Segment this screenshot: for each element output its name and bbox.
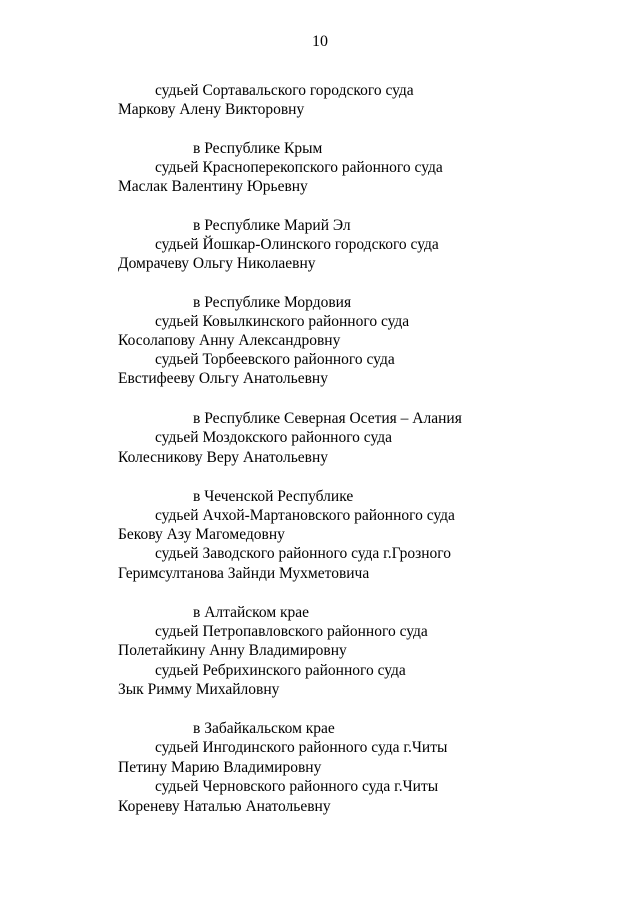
appointee-name: Зык Римму Михайловну: [118, 681, 280, 698]
court-line: судьей Моздокского районного суда: [155, 429, 393, 446]
region-heading: в Забайкальском крае: [193, 720, 335, 737]
appointee-name: Бекову Азу Магомедовну: [118, 526, 285, 543]
appointee-name: Маслак Валентину Юрьевну: [118, 178, 308, 195]
court-line: судьей Ачхой-Мартановского районного суда: [155, 507, 455, 524]
appointee-name: Геримсултанова Зайнди Мухметовича: [118, 565, 370, 582]
appointee-name: Полетайкину Анну Владимировну: [118, 642, 347, 659]
appointee-name: Косолапову Анну Александровну: [118, 332, 341, 349]
region-heading: в Республике Марий Эл: [193, 217, 351, 234]
court-line: судьей Красноперекопского районного суда: [155, 159, 443, 176]
court-line: судьей Петропавловского районного суда: [155, 623, 428, 640]
region-heading: в Республике Северная Осетия – Алания: [193, 410, 462, 427]
appointee-name: Колесникову Веру Анатольевну: [118, 449, 329, 466]
region-heading: в Чеченской Республике: [193, 488, 354, 505]
appointee-name: Петину Марию Владимировну: [118, 759, 322, 776]
court-line: судьей Сортавальского городского суда: [155, 82, 414, 99]
court-line: судьей Ковылкинского районного суда: [155, 313, 410, 330]
court-line: судьей Заводского районного суда г.Грозного: [155, 545, 452, 562]
court-line: судьей Ингодинского районного суда г.Читы: [155, 739, 448, 756]
court-line: судьей Торбеевского районного суда: [155, 351, 395, 368]
court-line: судьей Ребрихинского районного суда: [155, 662, 406, 679]
appointee-name: Маркову Алену Викторовну: [118, 101, 305, 118]
appointee-name: Кореневу Наталью Анатольевну: [118, 798, 331, 815]
region-heading: в Республике Мордовия: [193, 294, 352, 311]
region-heading: в Республике Крым: [193, 140, 323, 157]
appointee-name: Домрачеву Ольгу Николаевну: [118, 255, 316, 272]
appointee-name: Евстифееву Ольгу Анатольевну: [118, 370, 328, 387]
region-heading: в Алтайском крае: [193, 604, 310, 621]
court-line: судьей Черновского районного суда г.Читы: [155, 778, 439, 795]
court-line: судьей Йошкар-Олинского городского суда: [155, 236, 439, 253]
page-number: 10: [312, 33, 328, 50]
